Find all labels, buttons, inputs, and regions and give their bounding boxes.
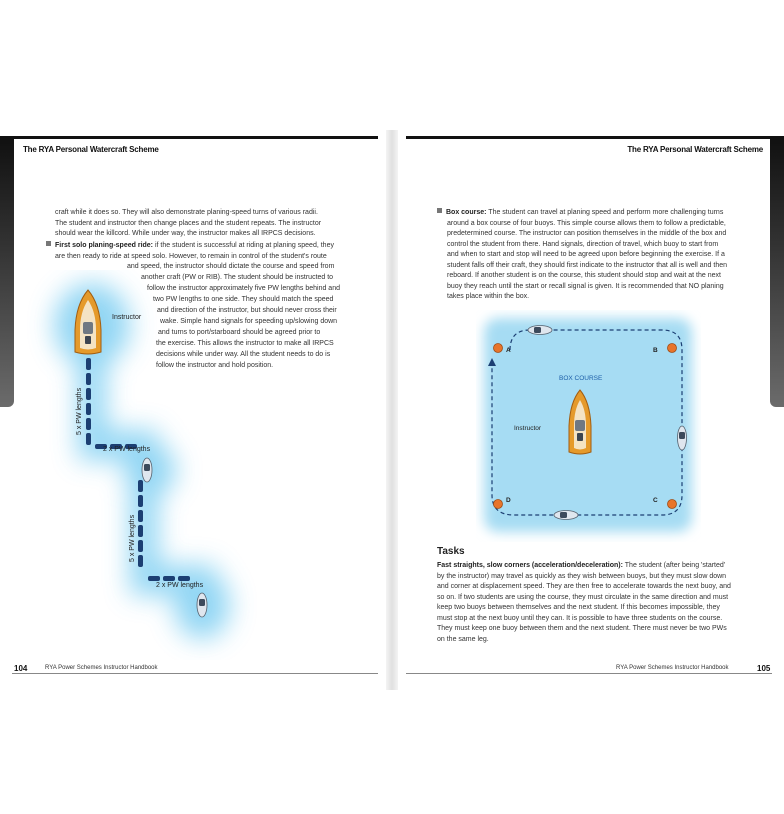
footer-book-title: RYA Power Schemes Instructor Handbook: [616, 665, 729, 671]
footer-rule: [406, 673, 772, 674]
bullet-first-line: [46, 241, 356, 252]
instructor-label: Instructor: [514, 425, 542, 432]
text-line: student falls off their craft, they should first indicate to the instructor that all is well and then: [447, 261, 728, 269]
text-line: around a box course of four buoys. This simple course allows them to follow a predictable,: [447, 219, 726, 227]
text-line: and direction of the instructor, but should never cross their: [157, 307, 337, 314]
bullet-title: Box course:: [446, 209, 487, 216]
footer-book-title: RYA Power Schemes Instructor Handbook: [45, 665, 158, 671]
text-line: and corner at displacement speed. They are then free to accelerate towards the next buoy, and: [437, 583, 731, 590]
header-title: The RYA Personal Watercraft Scheme: [23, 145, 159, 154]
left-page: [0, 0, 390, 814]
text-line: decisions while under way. All the student needs to do is: [156, 351, 331, 358]
distance-label: 5 x PW lengths: [76, 387, 83, 435]
student-pw-icon: [528, 326, 552, 335]
text-line: and turns to port/starboard should be agreed prior to: [158, 329, 321, 336]
student-pw-icon: [554, 511, 578, 520]
text-line: and speed, the instructor should dictate the course and speed from: [127, 263, 335, 270]
text-line: so on. If two students are using the course, they must circulate in the same direction and must: [437, 593, 729, 601]
intro-paragraph: [55, 208, 355, 240]
student-pw-icon: [197, 593, 207, 617]
text-line: predetermined course. The instructor can position themselves in the middle of the box and: [447, 230, 727, 237]
bullet-marker: [437, 208, 442, 213]
header-rule: [0, 136, 378, 139]
header-rule: [406, 136, 784, 139]
text-line: if the student is successful at riding at planing speed, they: [153, 242, 334, 249]
text-line: reboard. If another student is on the course, this student should stop and wait at the next: [447, 272, 721, 279]
tasks-heading: Tasks: [437, 546, 465, 557]
text-line: control the student from there. Hand signals, direction of travel, which buoy to start from: [447, 240, 719, 248]
right-page: [394, 0, 784, 814]
text-line: two PW lengths to one side. They should match the speed: [153, 296, 334, 303]
course-label: BOX COURSE: [559, 375, 603, 382]
text-line: the exercise. This allows the instructor to make all IRPCS: [156, 340, 334, 347]
distance-label: 2 x PW lengths: [156, 582, 204, 589]
buoy-label: C: [653, 497, 658, 504]
text-line: keep two buoys between themselves and the next student. If this becomes impossible, they: [437, 604, 720, 611]
box-course-bullet: [437, 208, 767, 303]
text-line: They must keep one buoy between them and the next student. There must never be two PWs: [437, 625, 727, 632]
text-line: craft while it does so. They will also demonstrate planing-speed turns of various radii.: [55, 209, 318, 216]
text-line: must stop at the next buoy until they can. It is possible to have three students on the course.: [437, 614, 723, 622]
bullet-marker: [46, 241, 51, 246]
buoy-label: B: [653, 347, 658, 354]
solo-ride-bullet: [46, 241, 356, 262]
task-first-line: [437, 561, 767, 572]
edge-tab: [770, 139, 784, 407]
buoy-label: D: [506, 497, 511, 504]
distance-label: 5 x PW lengths: [129, 514, 136, 562]
follow-diagram: [0, 270, 260, 660]
text-line: wake. Simple hand signals for speeding up/slowing down: [160, 318, 338, 325]
text-line: follow the instructor approximately five PW lengths behind and: [147, 285, 340, 292]
text-line: on the same leg.: [437, 635, 489, 643]
text-line: and when to start and stop will need to be agreed upon before beginning the exercise. If a: [447, 251, 725, 258]
page-number: 104: [14, 664, 28, 673]
text-line: takes place within the box.: [447, 293, 530, 300]
text-line: follow the instructor and hold position.: [156, 362, 274, 369]
bullet-first-line: [437, 208, 767, 219]
text-line: by the instructor) may travel as quickly as they wish between buoys, but they must slow down: [437, 572, 727, 580]
text-line: The student (after being 'started': [622, 562, 726, 569]
page-number: 105: [757, 664, 771, 673]
text-line: should wear the killcord. While under way, the instructor makes all IRPCS decisions.: [55, 230, 316, 237]
distance-label: 2 x PW lengths: [103, 446, 151, 453]
text-line: buoy they reach until the start or recall signal is given. It is recommended that NO planing: [447, 282, 724, 290]
footer-rule: [12, 673, 378, 674]
task-paragraph: [437, 561, 767, 645]
box-course-diagram: [476, 310, 701, 542]
task-title: Fast straights, slow corners (acceleration/deceleration):: [437, 562, 623, 569]
text-line: The student and instructor then change places and the student repeats. The instructor: [55, 219, 322, 227]
student-pw-icon: [142, 458, 152, 482]
bullet-title: First solo planing-speed ride:: [55, 242, 154, 249]
text-line: another craft (PW or RIB). The student should be instructed to: [141, 274, 334, 281]
header-title: The RYA Personal Watercraft Scheme: [627, 145, 763, 154]
buoy-label: A: [506, 347, 511, 354]
text-line: are then ready to ride at speed solo. However, to remain in control of the student's route: [55, 252, 327, 260]
text-line: The student can travel at planing speed and perform more challenging turns: [486, 209, 724, 216]
student-pw-icon: [678, 426, 687, 450]
instructor-label: Instructor: [112, 314, 142, 321]
